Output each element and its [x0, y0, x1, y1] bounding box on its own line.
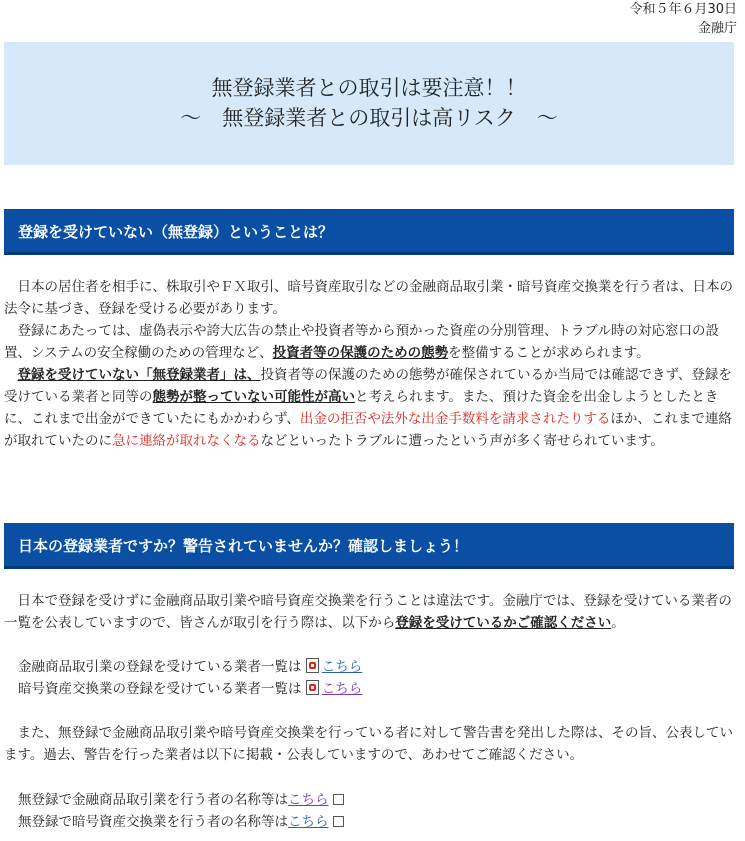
list-label: 無登録で金融商品取引業を行う者の名称等は — [18, 792, 288, 808]
title-banner — [4, 42, 734, 165]
warning-text: 出金の拒否や法外な出金手数料を請求されたりする — [299, 411, 611, 427]
section2-paragraph-2 — [4, 722, 735, 766]
registered-cae-list-link[interactable]: こちら — [321, 681, 363, 697]
pdf-icon — [306, 658, 319, 673]
paragraph: また、無登録で金融商品取引業や暗号資産交換業を行っている者に対して警告書を発出した際は、その旨、公表しています。過去、警告を行った業者は以下に掲載・公表していますので、あわせてご確認ください。 — [4, 725, 733, 763]
text: 日本で登録を受けずに金融商品取引業や暗号資産交換業を行うことは違法です。金融庁では、登録を受けている業者の一覧を公表していますので、皆さんが取引を行う際は、以下から — [4, 593, 732, 631]
publish-date: 令和５年６月30日 — [629, 2, 737, 17]
warned-cae-link[interactable]: こちら — [288, 814, 329, 830]
pdf-icon — [306, 680, 319, 695]
date-block — [629, 0, 737, 38]
text: を整備することが求められます。 — [448, 345, 650, 361]
warning-text: 急に連絡が取れなくなる — [112, 433, 261, 449]
text: などといったトラブルに遭ったという声が多く寄せられています。 — [260, 433, 664, 449]
page-title: 無登録業者との取引は要注意！！ — [211, 76, 527, 100]
paragraph — [4, 590, 735, 634]
text: と考えられます。また、預けた資金を出金しようとしたときに、これまで出金ができていたにもかかわらず、 — [4, 389, 719, 427]
list-label: 暗号資産交換業の登録を受けている業者一覧は — [18, 681, 302, 697]
warned-cae-line — [18, 811, 344, 833]
list-label: 無登録で暗号資産交換業を行う者の名称等は — [18, 814, 288, 830]
section2-paragraph-1 — [4, 590, 735, 634]
registered-cae-list-line — [18, 678, 362, 700]
external-link-icon — [333, 794, 344, 805]
section1-paragraph-1: 日本の居住者を相手に、株取引やＦＸ取引、暗号資産取引などの金融商品取引業・暗号資産交換業を行う者は、日本の法令に基づき、登録を受ける必要があります。 — [4, 279, 733, 317]
list-label: 金融商品取引業の登録を受けている業者一覧は — [18, 659, 302, 675]
emphasis-text: 投資者等の保護のための態勢 — [272, 345, 449, 361]
text: 。 — [611, 615, 625, 631]
emphasis-text: 登録を受けているかご確認ください — [395, 615, 612, 631]
section1-heading: 登録を受けていない（無登録）ということは？ — [4, 209, 734, 255]
registered-fib-list-link[interactable]: こちら — [321, 659, 363, 675]
emphasis-text: 登録を受けていない「無登録業者」は、 — [17, 367, 261, 383]
section1-paragraph-2 — [4, 320, 735, 364]
text: 登録にあたっては、虚偽表示や誇大広告の禁止や投資者等から預かった資産の分別管理、トラブル時の対応窓口の設置、システムの安全稼働のための管理など、 — [4, 323, 719, 361]
emphasis-text: 態勢が整っていない可能性が高い — [152, 389, 355, 405]
text: 投資者等の保護のための態勢が確保されているか当局では確認できず、登録を受けている業者と同等の — [4, 367, 732, 405]
warned-fib-line — [18, 789, 344, 811]
text: ほか、これまで連絡が取れていたのに — [4, 411, 732, 449]
warned-fib-link[interactable]: こちら — [288, 792, 329, 808]
section1-body — [4, 276, 735, 452]
section1-paragraph-3 — [4, 364, 735, 452]
registered-fib-list-line — [18, 656, 362, 678]
section2-heading: 日本の登録業者ですか？警告されていませんか？確認しましょう！ — [4, 523, 734, 569]
page-subtitle: ～ 無登録業者との取引は高リスク ～ — [180, 106, 558, 130]
external-link-icon — [333, 816, 344, 827]
agency-name: 金融庁 — [697, 21, 737, 36]
